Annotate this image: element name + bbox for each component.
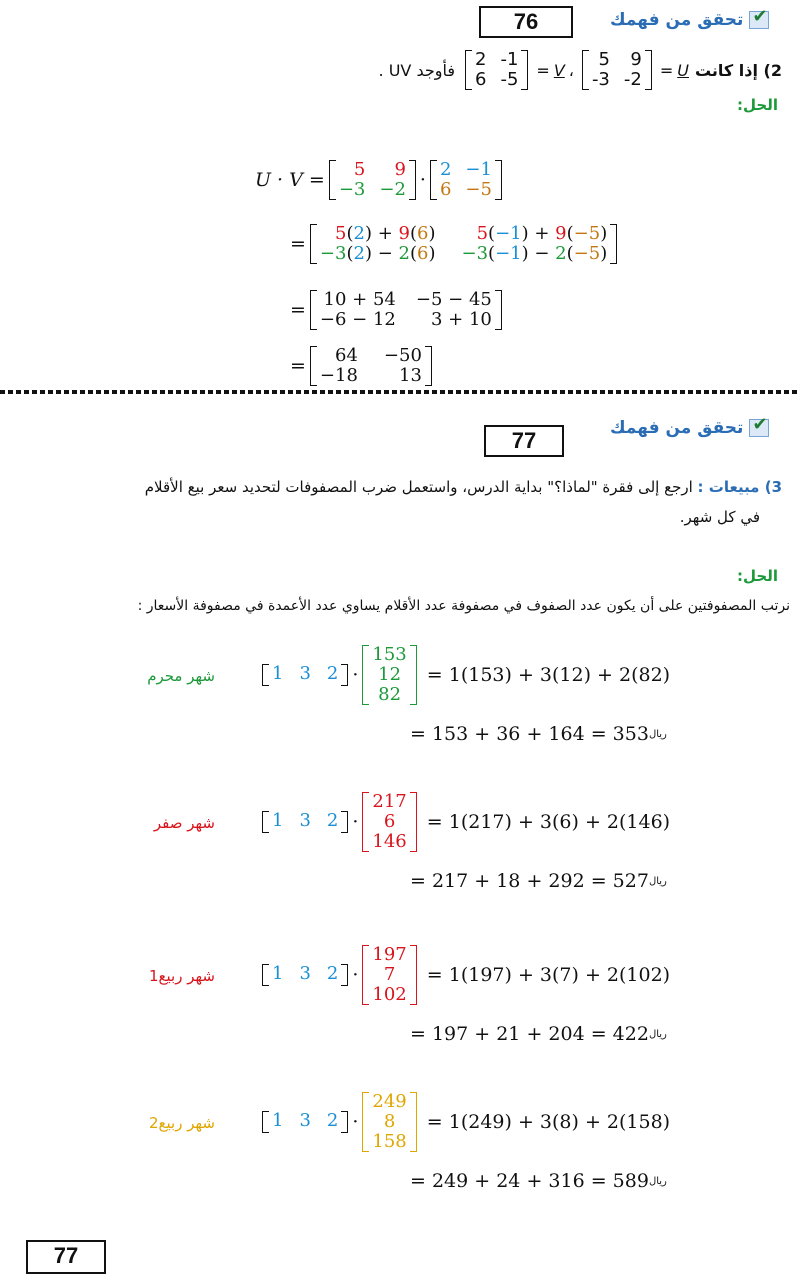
price-cell: 102 — [372, 984, 407, 1005]
row-vector-cell: 2 — [326, 963, 339, 984]
matrix-cell: 6 — [475, 69, 487, 90]
row-vector — [262, 1111, 348, 1133]
row-vector — [262, 964, 348, 986]
step2-matrix — [310, 290, 502, 330]
price-column-vector — [362, 1092, 416, 1152]
month-sum: = 197 + 21 + 204 = 422 ريال — [410, 1023, 667, 1045]
matrix-cell: -3 — [591, 69, 610, 90]
price-cell: 249 — [372, 1091, 407, 1112]
currency-label: ريال — [648, 1175, 667, 1187]
month-sum: = 153 + 36 + 164 = 353 ريال — [410, 723, 667, 745]
expansion: = 1(249) + 3(8) + 2(158) — [426, 1111, 671, 1133]
matrix-V — [465, 50, 528, 90]
row-vector-cell: 3 — [299, 963, 311, 984]
checkbox-icon — [749, 419, 769, 437]
price-cell: 158 — [372, 1131, 407, 1152]
matrix-cell: −3(2) − 2(6) — [319, 243, 436, 264]
row-vector — [262, 664, 348, 686]
matrix-cell: −50 — [383, 345, 422, 366]
matrix-cell: 9 — [630, 49, 642, 70]
price-cell: 153 — [372, 644, 407, 665]
price-cell: 217 — [372, 791, 407, 812]
price-column-vector — [362, 945, 416, 1005]
result-matrix — [310, 346, 432, 386]
row-vector-cell: 3 — [299, 810, 311, 831]
solution-label-2: الحل: — [737, 567, 778, 585]
page-number-box-2: 77 — [484, 425, 564, 457]
month-equation: 1 3 2 · 197 7 102 = 1(197) + 3(7) + 2(102) — [258, 945, 670, 1005]
matrix-cell: -1 — [500, 49, 519, 70]
currency-label: ريال — [648, 1028, 667, 1040]
matrix-cell: −3(−1) − 2(−5) — [461, 243, 608, 264]
matrix-cell: −6 − 12 — [319, 309, 396, 330]
row-vector-cell: 2 — [326, 663, 339, 684]
price-column-vector — [362, 645, 416, 705]
expansion: = 1(217) + 3(6) + 2(146) — [426, 811, 671, 833]
page-number-box: 76 — [479, 6, 573, 38]
matrix-cell: -5 — [500, 69, 519, 90]
month-label: شهر صفر — [153, 814, 215, 832]
matrix-cell: 5(2) + 9(6) — [335, 223, 436, 244]
month-equation: 1 3 2 · 153 12 82 = 1(153) + 3(12) + 2(82) — [258, 645, 670, 705]
matrix-cell: 64 — [335, 345, 358, 366]
step1-matrix — [310, 224, 617, 264]
q2-solution-line-3: = 10 + 54 −5 − 45 −6 − 12 3 + 10 — [290, 290, 506, 330]
matrix-cell: 5 — [598, 49, 610, 70]
row-vector-cell: 3 — [299, 663, 311, 684]
question-2: 2) إذا كانت 2 -1 6 -5 = V ، 5 9 -3 -2 = U فأوجد UV . — [378, 49, 782, 90]
row-vector-cell: 1 — [272, 963, 284, 984]
matrix-cell: −18 — [319, 365, 358, 386]
q3-intro: نرتب المصفوفتين على أن يكون عدد الصفوف في مصفوفة عدد الأقلام يساوي عدد الأعمدة في مصفوفة الأسعار : — [137, 598, 790, 614]
expansion: = 1(197) + 3(7) + 2(102) — [426, 964, 671, 986]
q2-solution-line-2: = 5(2) + 9(6) 5(−1) + 9(−5) −3(2) − 2(6) −3(−1) − 2(−5) — [290, 224, 621, 264]
price-column-vector — [362, 792, 416, 852]
row-vector-cell: 3 — [299, 1110, 311, 1131]
q2-solution-line-1: U · V = 5 9 −3 −2 · 2 −1 6 −5 — [255, 160, 506, 200]
month-label: شهر ربيع2 — [148, 1114, 215, 1132]
separator-line — [0, 390, 800, 394]
month-sum: = 249 + 24 + 316 = 589 ريال — [410, 1170, 667, 1192]
month-label: شهر ربيع1 — [148, 967, 215, 985]
price-cell: 197 — [372, 944, 407, 965]
currency-label: ريال — [648, 875, 667, 887]
month-equation: 1 3 2 · 249 8 158 = 1(249) + 3(8) + 2(158) — [258, 1092, 670, 1152]
checkbox-icon — [749, 11, 769, 29]
matrix-cell: 10 + 54 — [323, 289, 396, 310]
matrix-cell: 3 + 10 — [430, 309, 492, 330]
row-vector-cell: 2 — [326, 1110, 339, 1131]
matrix-U — [582, 50, 652, 90]
month-label: شهر محرم — [147, 667, 215, 685]
q2-solution-line-4: = 64 −50 −18 13 — [290, 346, 436, 386]
row-vector-cell: 2 — [326, 810, 339, 831]
row-vector-cell: 1 — [272, 810, 284, 831]
currency-label: ريال — [648, 728, 667, 740]
footer-page-number: 77 — [26, 1240, 106, 1274]
price-cell: 7 — [383, 964, 396, 985]
row-vector-cell: 1 — [272, 663, 284, 684]
price-cell: 8 — [383, 1111, 396, 1132]
price-cell: 146 — [372, 831, 407, 852]
month-sum: = 217 + 18 + 292 = 527 ريال — [410, 870, 667, 892]
price-cell: 12 — [378, 664, 402, 685]
matrix-cell: 13 — [399, 365, 422, 386]
row-vector-cell: 1 — [272, 1110, 284, 1131]
month-equation: 1 3 2 · 217 6 146 = 1(217) + 3(6) + 2(146) — [258, 792, 670, 852]
row-vector — [262, 811, 348, 833]
matrix-cell: 2 — [475, 49, 487, 70]
matrix-cell: −5 − 45 — [415, 289, 492, 310]
matrix-definitions: 2 -1 6 -5 = V ، 5 9 -3 -2 = U — [461, 50, 689, 90]
expansion: = 1(153) + 3(12) + 2(82) — [426, 664, 671, 686]
check-understanding-heading-2: ✔ تحقق من فهمك — [610, 418, 769, 438]
matrix-cell: -2 — [623, 69, 642, 90]
matrix-cell: 5(−1) + 9(−5) — [476, 223, 608, 244]
price-cell: 82 — [378, 684, 402, 705]
check-understanding-heading: ✔ تحقق من فهمك — [610, 10, 769, 30]
price-cell: 6 — [383, 811, 396, 832]
solution-label: الحل: — [737, 96, 778, 114]
question-3: 3) مبيعات : ارجع إلى فقرة "لماذا؟" بداية الدرس، واستعمل ضرب المصفوفات لتحديد سعر بيع الأقلام في كل شهر. — [144, 478, 782, 526]
